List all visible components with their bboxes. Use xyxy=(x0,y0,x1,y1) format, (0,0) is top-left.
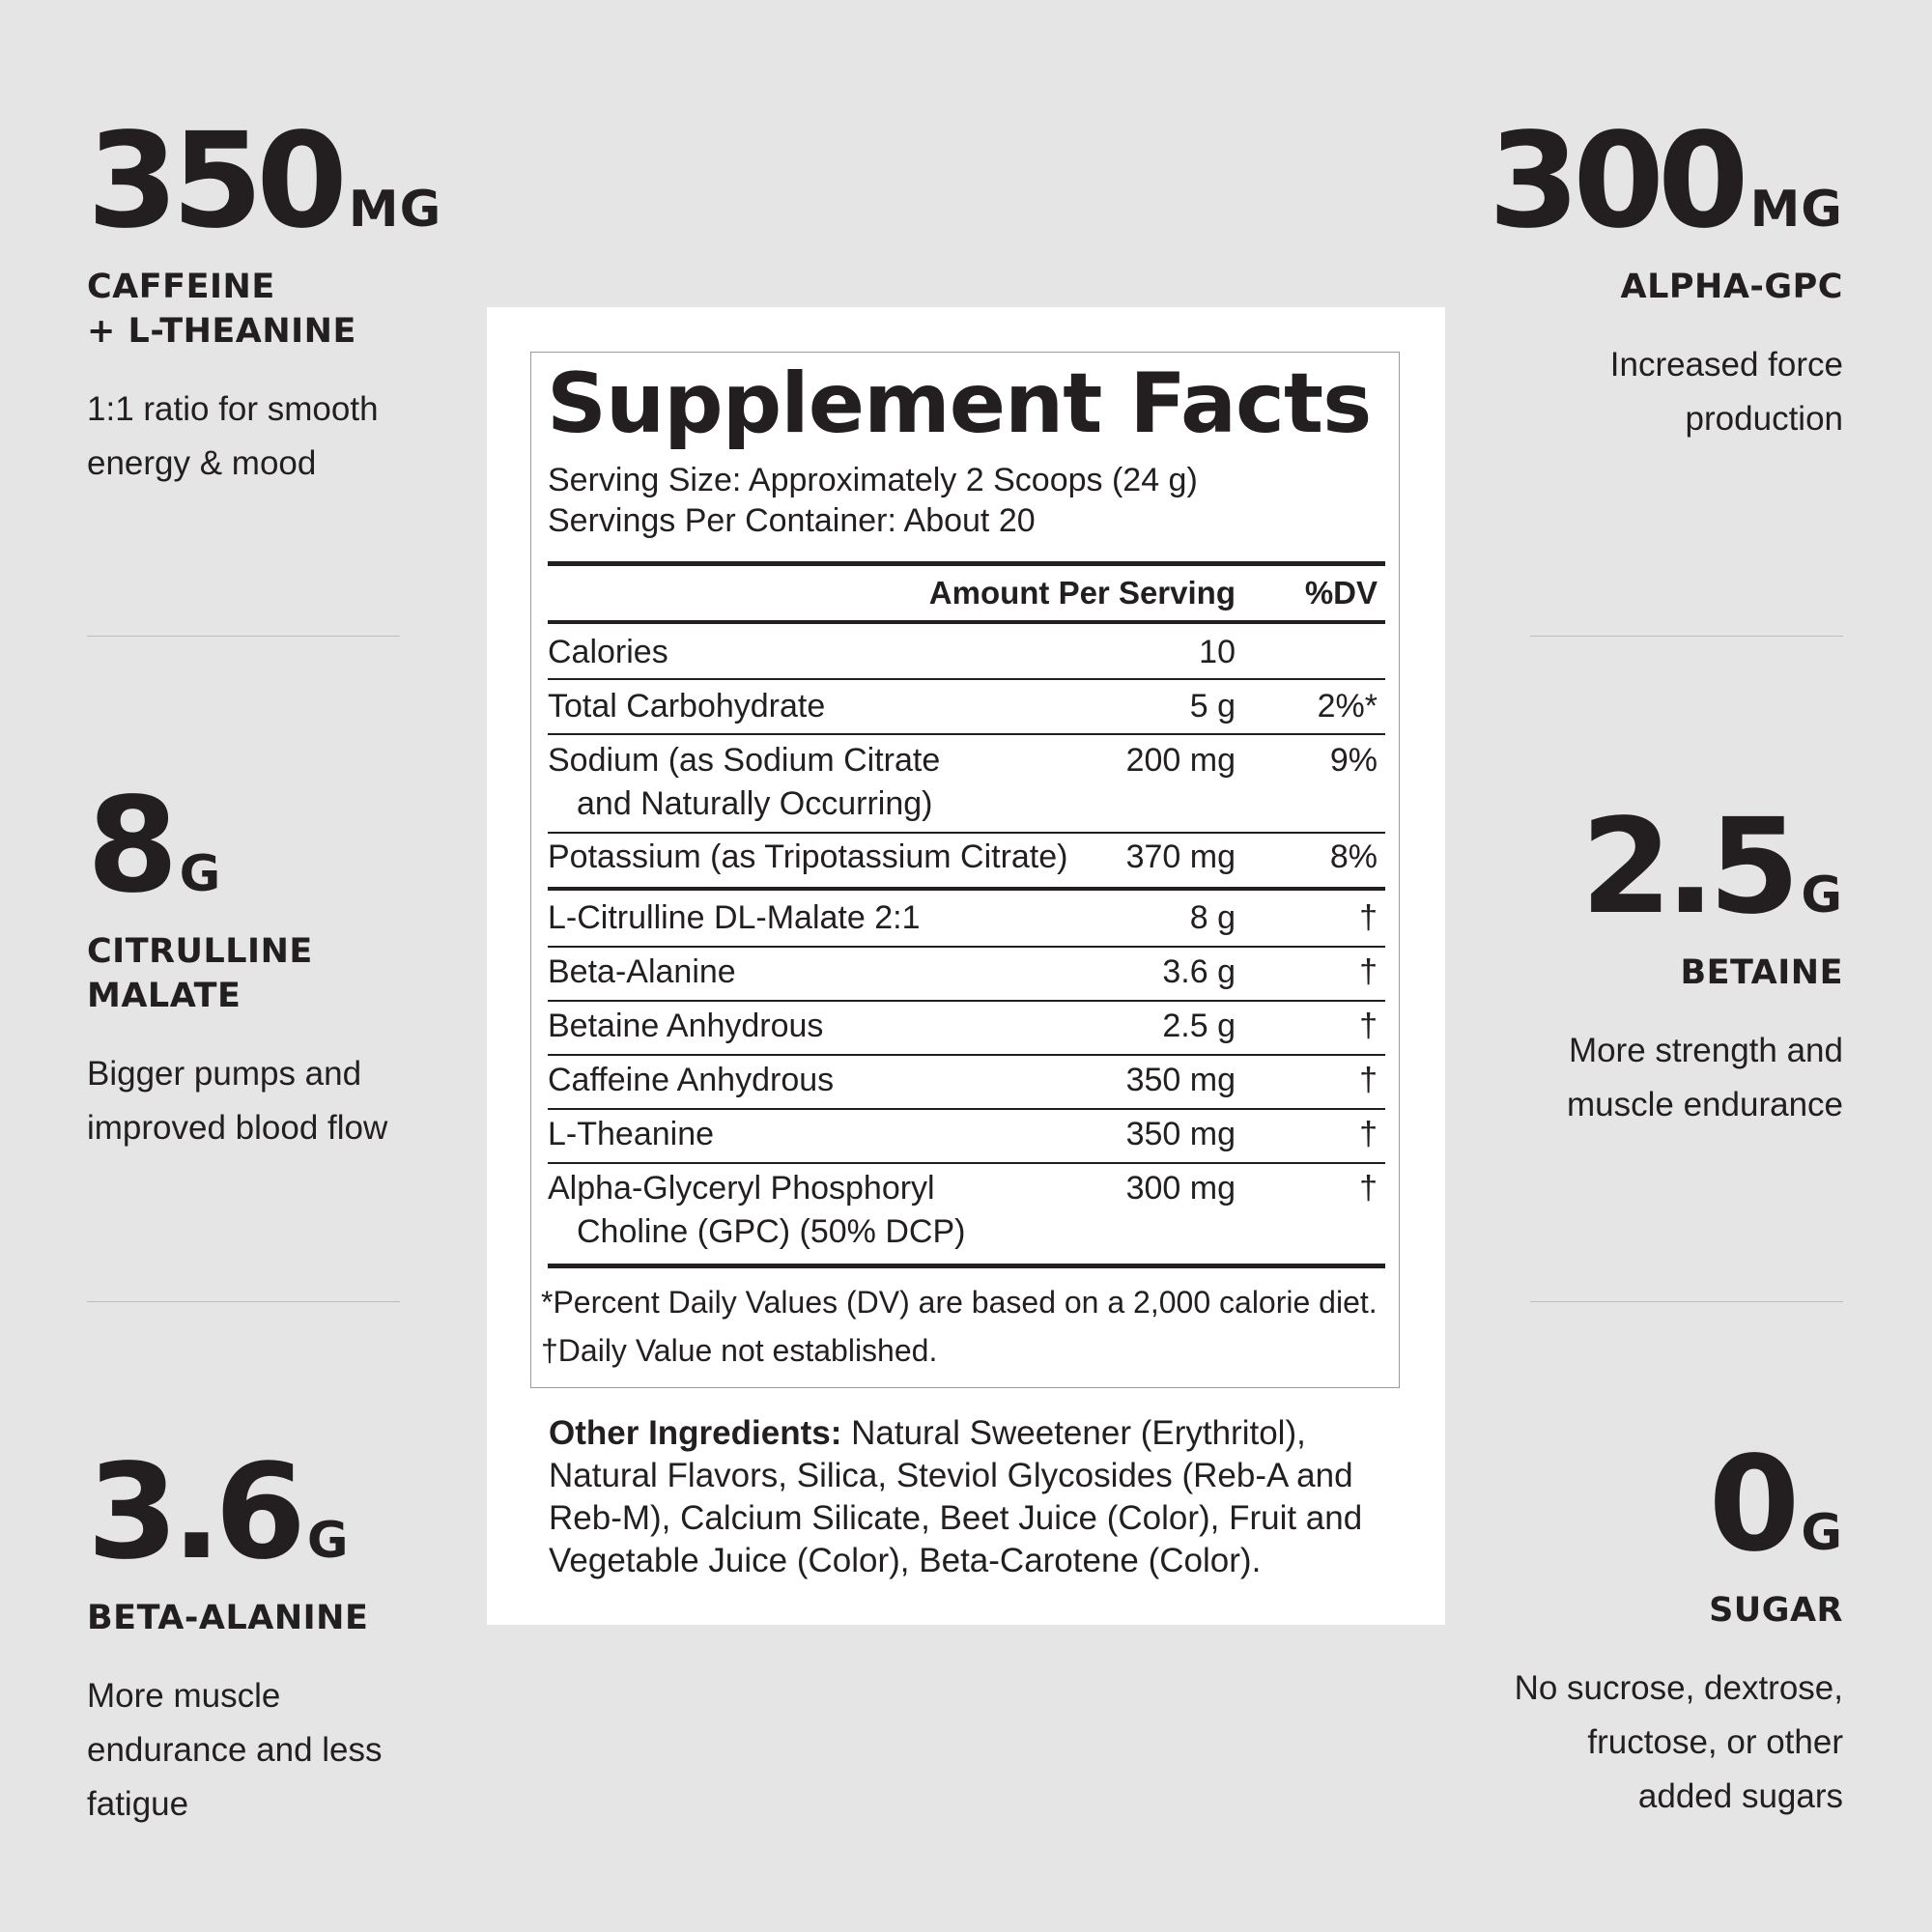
beta-alanine-amount xyxy=(87,1436,531,1589)
text-label: Natural Sweetener (Erythritol), xyxy=(841,1414,1306,1452)
sugar-description xyxy=(1399,1662,1843,1824)
text-label: † xyxy=(1359,1170,1378,1207)
citrulline-stat xyxy=(87,770,531,1155)
text-label: G xyxy=(1801,867,1843,924)
text-label: 200 mg xyxy=(1125,742,1236,779)
text-label: 2%* xyxy=(1317,688,1378,724)
text-label: 10 xyxy=(1199,634,1236,670)
sugar-stat xyxy=(1399,1429,1843,1824)
text-label: 9% xyxy=(1329,742,1378,779)
row-divider xyxy=(548,733,1385,735)
text-label: fatigue xyxy=(87,1785,189,1823)
text-label: More strength and xyxy=(1568,1032,1843,1069)
text-label: No sucrose, dextrose, xyxy=(1514,1669,1843,1707)
right-divider-1 xyxy=(1530,636,1843,637)
other-ingredients xyxy=(549,1412,1399,1582)
text-label: ALPHA-GPC xyxy=(1620,268,1843,306)
beta-alanine-stat xyxy=(87,1436,531,1832)
facts-title: Supplement Facts xyxy=(547,355,1372,452)
text-label: Increased force xyxy=(1609,346,1843,384)
text-label: 3.6 xyxy=(87,1436,299,1589)
sugar-amount xyxy=(1399,1429,1843,1581)
text-label: SUGAR xyxy=(1709,1591,1843,1630)
text-label: Calories xyxy=(548,634,668,670)
alpha-gpc-stat xyxy=(1399,105,1843,446)
text-label: Sodium (as Sodium Citrate xyxy=(548,742,941,779)
citrulline-name xyxy=(87,929,531,1018)
row-divider xyxy=(548,946,1385,948)
left-divider-2 xyxy=(87,1301,400,1302)
text-label: G xyxy=(306,1512,350,1570)
text-label: BETAINE xyxy=(1680,953,1843,992)
text-label: G xyxy=(179,845,222,903)
text-label: 350 xyxy=(87,105,341,258)
text-label: † xyxy=(1359,899,1378,936)
text-label: Caffeine Anhydrous xyxy=(548,1062,835,1098)
caffeine-description xyxy=(87,383,531,491)
rule-header xyxy=(548,620,1385,624)
footnote-dagger: †Daily Value not established. xyxy=(541,1333,938,1368)
text-label: MALATE xyxy=(87,977,242,1015)
text-label: 2.5 xyxy=(1580,791,1794,944)
text-label: MG xyxy=(1749,181,1843,239)
caffeine-amount xyxy=(87,105,531,258)
text-label: 1:1 ratio for smooth xyxy=(87,390,379,428)
text-label: L-Citrulline DL-Malate 2:1 xyxy=(548,899,921,936)
text-label: 300 xyxy=(1488,105,1743,258)
text-label: † xyxy=(1359,1116,1378,1152)
text-label: added sugars xyxy=(1637,1777,1843,1815)
text-label: 350 mg xyxy=(1125,1062,1236,1098)
text-label: improved blood flow xyxy=(87,1109,388,1147)
row-divider xyxy=(548,678,1385,680)
text-label: 5 g xyxy=(1189,688,1236,724)
text-label: Beta-Alanine xyxy=(548,953,736,990)
text-label: 0 xyxy=(1708,1429,1794,1581)
text-label: Total Carbohydrate xyxy=(548,688,826,724)
row-divider xyxy=(548,1108,1385,1110)
text-label: MG xyxy=(348,181,442,239)
text-label: Vegetable Juice (Color), Beta-Carotene (Color). xyxy=(549,1542,1262,1579)
text-label: 2.5 g xyxy=(1162,1008,1236,1044)
caffeine-name xyxy=(87,265,531,354)
citrulline-amount xyxy=(87,770,531,923)
text-label: Bigger pumps and xyxy=(87,1055,362,1093)
text-label: G xyxy=(1801,1504,1843,1562)
header-amount: Amount Per Serving xyxy=(928,575,1236,611)
row-divider xyxy=(548,1000,1385,1002)
alpha-gpc-amount xyxy=(1399,105,1843,258)
text-label: 3.6 g xyxy=(1162,953,1236,990)
text-label: 370 mg xyxy=(1125,838,1236,875)
betaine-amount xyxy=(1399,791,1843,944)
text-label: + L-THEANINE xyxy=(87,312,356,351)
right-divider-2 xyxy=(1530,1301,1843,1302)
betaine-stat xyxy=(1399,791,1843,1132)
text-label: † xyxy=(1359,1008,1378,1044)
text-label: Potassium (as Tripotassium Citrate) xyxy=(548,838,1068,875)
supplement-facts-box xyxy=(530,352,1400,1388)
left-divider-1 xyxy=(87,636,400,637)
text-label: 8 g xyxy=(1189,899,1236,936)
caffeine-stat xyxy=(87,105,531,491)
text-label: CAFFEINE xyxy=(87,268,275,306)
betaine-name xyxy=(1399,951,1843,995)
text-label: 8% xyxy=(1329,838,1378,875)
text-label: CITRULLINE xyxy=(87,932,313,971)
alpha-gpc-description xyxy=(1399,338,1843,446)
supplement-panel xyxy=(487,307,1445,1625)
citrulline-description xyxy=(87,1047,531,1155)
text-label: endurance and less xyxy=(87,1731,383,1769)
text-label: Betaine Anhydrous xyxy=(548,1008,824,1044)
text-label: fructose, or other xyxy=(1587,1723,1843,1761)
betaine-description xyxy=(1399,1024,1843,1132)
text-label: 350 mg xyxy=(1125,1116,1236,1152)
text-label: L-Theanine xyxy=(548,1116,715,1152)
text-label: 300 mg xyxy=(1125,1170,1236,1207)
text-label: and Naturally Occurring) xyxy=(577,785,933,822)
text-label: Reb-M), Calcium Silicate, Beet Juice (Color), Fruit and xyxy=(549,1499,1363,1537)
row-divider xyxy=(548,1162,1385,1164)
row-divider xyxy=(548,1054,1385,1056)
text-label: 8 xyxy=(87,770,172,923)
rule-thick-top xyxy=(548,561,1385,566)
text-label: energy & mood xyxy=(87,444,317,482)
beta-alanine-name xyxy=(87,1596,531,1640)
text-label: † xyxy=(1359,1062,1378,1098)
header-dv: %DV xyxy=(1304,575,1378,611)
text-label: † xyxy=(1359,953,1378,990)
text-label: More muscle xyxy=(87,1677,281,1715)
serving-size: Serving Size: Approximately 2 Scoops (24 g) xyxy=(548,462,1198,498)
alpha-gpc-name xyxy=(1399,265,1843,309)
text-label: Alpha-Glyceryl Phosphoryl xyxy=(548,1170,935,1207)
text-label: BETA-ALANINE xyxy=(87,1599,369,1637)
row-divider xyxy=(548,832,1385,834)
text-label: production xyxy=(1685,400,1843,438)
footnote-dv: *Percent Daily Values (DV) are based on a 2,000 calorie diet. xyxy=(541,1285,1378,1320)
other-ingredients-label: Other Ingredients: xyxy=(549,1414,842,1452)
beta-alanine-description xyxy=(87,1669,531,1832)
text-label: Choline (GPC) (50% DCP) xyxy=(577,1213,966,1250)
servings-per-container: Servings Per Container: About 20 xyxy=(548,502,1036,539)
rule-mid xyxy=(548,887,1385,891)
rule-thick-bottom xyxy=(548,1264,1385,1268)
text-label: Natural Flavors, Silica, Steviol Glycosides (Reb-A and xyxy=(549,1457,1353,1494)
sugar-name xyxy=(1399,1588,1843,1633)
text-label: muscle endurance xyxy=(1567,1086,1843,1123)
